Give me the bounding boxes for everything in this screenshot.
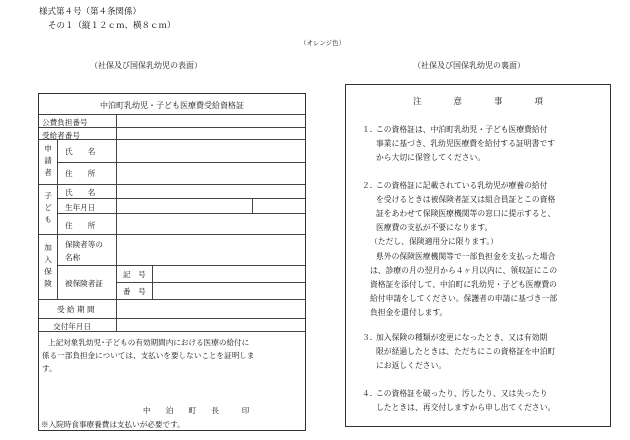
child-label: 子 ど も (44, 191, 52, 224)
child-address-label: 住 所 (65, 221, 96, 230)
insured-card-label: 被保険者証 (65, 279, 103, 288)
applicant-name-label: 氏 名 (65, 147, 96, 156)
footnote: ※入院時食事療養費は支払いが必要です。 (41, 420, 185, 429)
certify-text-2: 係る一部負担金については、支払いを要しないことを証明しま (42, 351, 255, 360)
back-caption: （社保及び国保乳幼児の裏面） (413, 61, 525, 70)
color-note: （オレンジ色） (300, 39, 346, 47)
note-2-proviso: （ただし、保険適用分に限ります。） (370, 237, 499, 246)
back-card (345, 84, 611, 427)
applicant-address-label: 住 所 (65, 169, 96, 178)
recipient-number-label: 受給者番号 (42, 131, 80, 140)
period-label: 受 給 期 間 (57, 305, 95, 314)
insurer-name-label-1: 保険者等の (65, 240, 103, 249)
front-title: 中泊町乳幼児・子ども医療費受給資格証 (100, 101, 244, 110)
form-number: 様式第４号（第４条関係） (39, 7, 142, 17)
certify-text-3: す。 (42, 364, 57, 373)
notes-title: 注意事項 (412, 97, 575, 107)
form-size: その１（縦１２ｃｍ、横８ｃｍ） (48, 21, 176, 31)
public-payer-label: 公費負担番号 (42, 118, 88, 127)
certify-text-1: 上記対象乳幼児･子どもの有効期間内における医療の給付に (48, 338, 250, 347)
birthdate-label: 生年月日 (65, 203, 96, 212)
note-4: ４． この資格証を破ったり、汚したり、又は失ったり したときは、再交付しますから申し出てください。 (362, 389, 556, 412)
note-1: １． この資格証は、中泊町乳幼児・子ども医療費給付 事業に基づき、乳幼児医療費を給付する証明書です から大切に保管してください。 (362, 125, 556, 162)
insurance-label: 加 入 保 険 (44, 243, 52, 288)
number-label: 番 号 (123, 287, 146, 296)
note-2-outside: 県外の保険医療機関等で一部負担金を支払った場合 は、診療の月の翌月から４ヶ月以内に、領収証にこの 資格証を添付して、中泊町に乳幼児・子ども医療費の 給付申請をしてください。保護者の申請に基づき一部 負担金を還付します。 (370, 252, 558, 317)
note-3: ３． 加入保険の種類が変更になったとき、又は有効期 限が経過したときは、ただちにこの資格証を中泊町 にお返しください。 (362, 333, 556, 370)
applicant-label: 申 請 者 (44, 144, 52, 177)
symbol-label: 記 号 (123, 270, 146, 279)
note-2: ２． この資格証に記載されている乳幼児が療養の給付 を受けるときは被保険者証又は組合員証とこの資格 証をあわせて保険医療機関等の窓口に提示すると、 医療費の支払が不要になります。 (362, 181, 556, 232)
child-name-label: 氏 名 (65, 188, 96, 197)
issue-date-label: 交付年月日 (53, 322, 91, 331)
front-card (38, 93, 306, 431)
mayor-seal: 中 泊 町 長 印 (143, 406, 250, 415)
front-caption: （社保及び国保乳幼児の表面） (90, 61, 202, 70)
insurer-name-label-2: 名称 (65, 253, 81, 262)
